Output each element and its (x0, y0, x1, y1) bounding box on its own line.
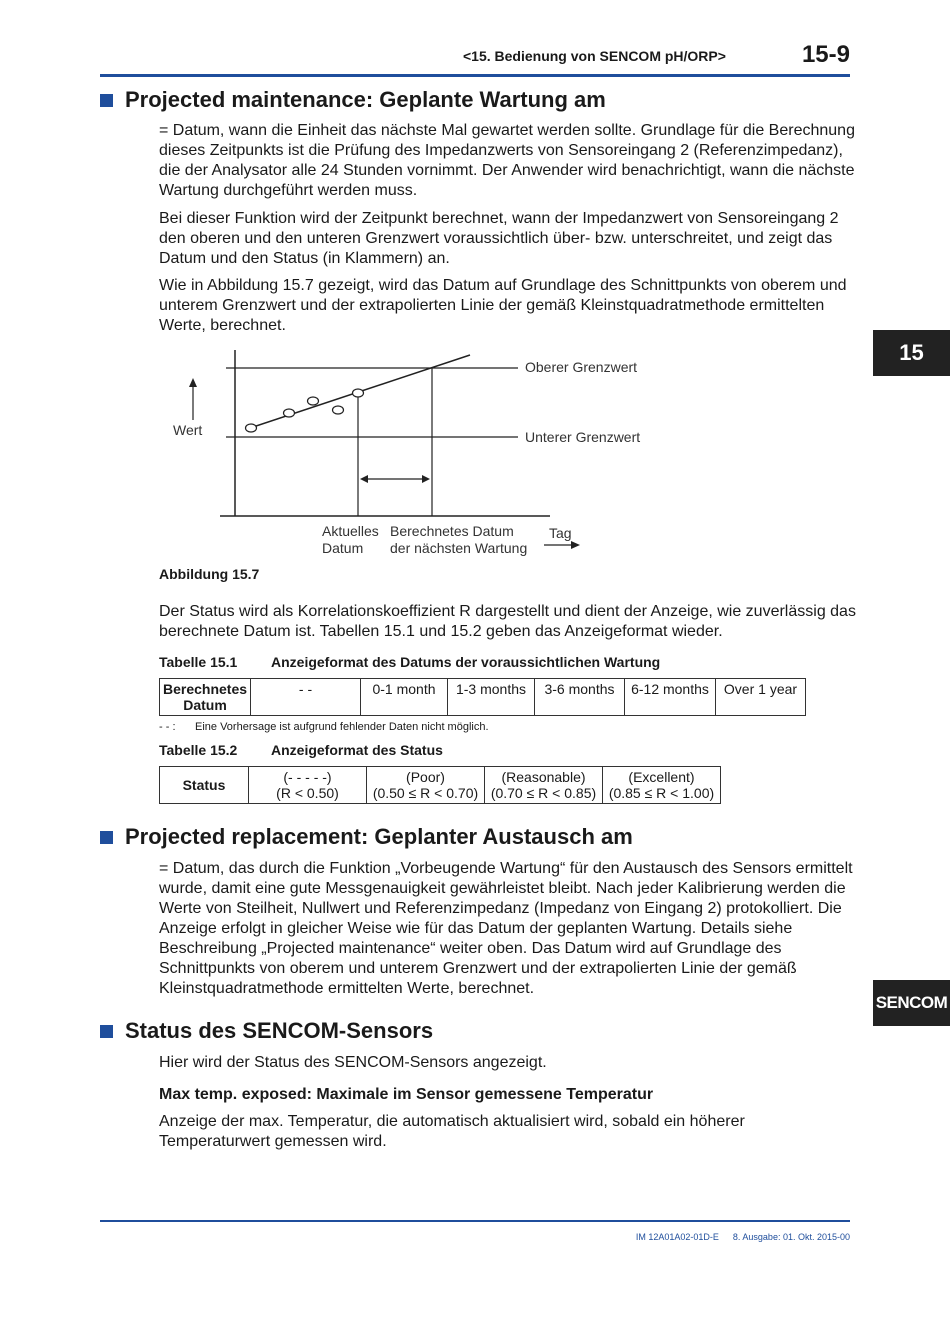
table-footnote (159, 721, 489, 733)
header-line: Datum (183, 697, 227, 713)
status-format-table (159, 766, 721, 804)
table-row (160, 679, 806, 716)
table-caption (159, 654, 660, 670)
section-title-projected-replacement (100, 824, 633, 850)
arrow-right-icon (571, 541, 580, 549)
date-format-table (159, 678, 806, 716)
document-number: IM 12A01A02-01D-E (635, 1232, 719, 1242)
header-rule (100, 74, 850, 77)
table-cell (249, 767, 367, 804)
arrow-left-icon (360, 475, 368, 483)
upper-limit-label: Oberer Grenzwert (525, 359, 638, 375)
paragraph: Der Status wird als Korrelationskoeffizient R dargestellt und dient der Anzeige, wie zuverlässig das berechnete Datum ist. Tabellen 15.1 und 15.2 geben das Anzeigeformat wieder. (159, 603, 856, 640)
cell-line: (Excellent) (628, 769, 695, 785)
arrow-right-icon (422, 475, 430, 483)
cell-line: (0.85 ≤ R < 1.00) (608, 785, 715, 801)
running-header-title: <15. Bedienung von SENCOM pH/ORP> (463, 48, 726, 64)
square-bullet-icon (100, 94, 113, 107)
footer (622, 1232, 850, 1242)
table-cell (367, 767, 485, 804)
data-point (353, 389, 364, 397)
header-line: Berechnetes (162, 681, 248, 697)
paragraph: Hier wird der Status des SENCOM-Sensors angezeigt. (159, 1054, 547, 1071)
data-point (284, 409, 295, 417)
table-cell: Over 1 year (716, 679, 806, 716)
page-number: 15-9 (801, 41, 850, 68)
section-title-projected-maintenance (100, 87, 606, 113)
footnote-mark: - - : (159, 721, 176, 733)
table-header-cell (160, 679, 251, 716)
subsection-title: Max temp. exposed: Maximale im Sensor gemessene Temperatur (159, 1086, 654, 1103)
square-bullet-icon (100, 1025, 113, 1038)
paragraph: = Datum, das durch die Funktion „Vorbeugende Wartung“ für den Austausch des Sensors ermittelt wurde, damit eine gute Messgenauigkeit gewährleistet bleibt. Nach jeder Kalibrierung werden die Werte von Steilheit, Nullwert und Referenzimpedanz (Impedanz von Eingang 2) protokolliert. Die Anzeige erfolgt in gleicher Weise wie für das Datum der geplanten Wartung. Details siehe Beschreibung „Projected maintenance“ weiter oben. Das Datum wird auf Grundlage des Schnittpunkts von oberem und unterem Grenzwert und der extrapolierten Linie der gemäß Kleinstquadratmethode ermittelten Werte, berechnet. (159, 860, 853, 997)
table-row (160, 767, 721, 804)
square-bullet-icon (100, 831, 113, 844)
data-point (333, 406, 344, 414)
paragraph: Bei dieser Funktion wird der Zeitpunkt berechnet, wann der Impedanzwert von Sensoreingang 2 den oberen und den unteren Grenzwert voraussichtlich über- bzw. unterschreitet, und zeigt das Datum und den Status (in Klammern) an. (159, 210, 839, 267)
data-point (246, 424, 257, 432)
table-caption (159, 742, 443, 758)
arrow-up-icon (189, 378, 197, 387)
y-axis-label: Wert (173, 422, 203, 438)
footer-rule (100, 1220, 850, 1222)
section-heading-text: Projected maintenance: Geplante Wartung am (125, 87, 606, 112)
table-number: Tabelle 15.1 (159, 654, 238, 670)
section-heading-text: Projected replacement: Geplanter Austausch am (125, 824, 633, 849)
table-cell: - - (251, 679, 361, 716)
current-date-label: Datum (322, 540, 364, 556)
table-cell (603, 767, 721, 804)
cell-line: (0.50 ≤ R < 0.70) (372, 785, 479, 801)
table-cell: 0-1 month (361, 679, 448, 716)
calculated-date-label: der nächsten Wartung (390, 540, 528, 556)
table-number: Tabelle 15.2 (159, 742, 238, 758)
table-title: Anzeigeformat des Datums der voraussichtlichen Wartung (271, 654, 661, 670)
figure-caption: Abbildung 15.7 (159, 566, 260, 582)
current-date-label: Aktuelles (322, 523, 379, 539)
calculated-date-label: Berechnetes Datum (390, 523, 514, 539)
edition-info: 8. Ausgabe: 01. Okt. 2015-00 (732, 1232, 850, 1242)
cell-line: (Reasonable) (501, 769, 586, 785)
chapter-tab: 15 (873, 330, 950, 376)
paragraph: Wie in Abbildung 15.7 gezeigt, wird das Datum auf Grundlage des Schnittpunkts von oberem und unterem Grenzwert und der extrapolierten Linie der gemäß Kleinstquadratmethode ermittelten Werte, berechnet. (159, 277, 847, 334)
table-title: Anzeigeformat des Status (271, 742, 443, 758)
table-cell: 6-12 months (625, 679, 716, 716)
paragraph: = Datum, wann die Einheit das nächste Mal gewartet werden sollte. Grundlage für die Berechnung dieses Zeitpunkts ist die Prüfung des Impedanzwerts von Sensoreingang 2 (Referenzimpedanz), die der Analysator alle 24 Stunden vornimmt. Der Anwender wird benachrichtigt, wann die nächste Wartung durchgeführt werden muss. (159, 122, 855, 199)
section-title-sensor-status (100, 1018, 433, 1044)
paragraph: Anzeige der max. Temperatur, die automatisch aktualisiert wird, sobald ein höherer Temperaturwert gemessen wird. (159, 1113, 745, 1150)
maintenance-prediction-diagram (150, 340, 670, 562)
footnote-text: Eine Vorhersage ist aufgrund fehlender Daten nicht möglich. (195, 721, 489, 733)
cell-line: (- - - - -) (283, 769, 332, 785)
cell-line: (0.70 ≤ R < 0.85) (490, 785, 597, 801)
table-cell (485, 767, 603, 804)
data-point (308, 397, 319, 405)
cell-line: (Poor) (406, 769, 445, 785)
lower-limit-label: Unterer Grenzwert (525, 429, 641, 445)
product-tab: SENCOM (873, 980, 950, 1026)
table-cell: 3-6 months (535, 679, 625, 716)
section-heading-text: Status des SENCOM-Sensors (125, 1018, 434, 1043)
cell-line: (R < 0.50) (276, 785, 339, 801)
table-cell: 1-3 months (448, 679, 535, 716)
x-axis-label: Tag (549, 525, 572, 541)
table-header-cell: Status (160, 767, 249, 804)
